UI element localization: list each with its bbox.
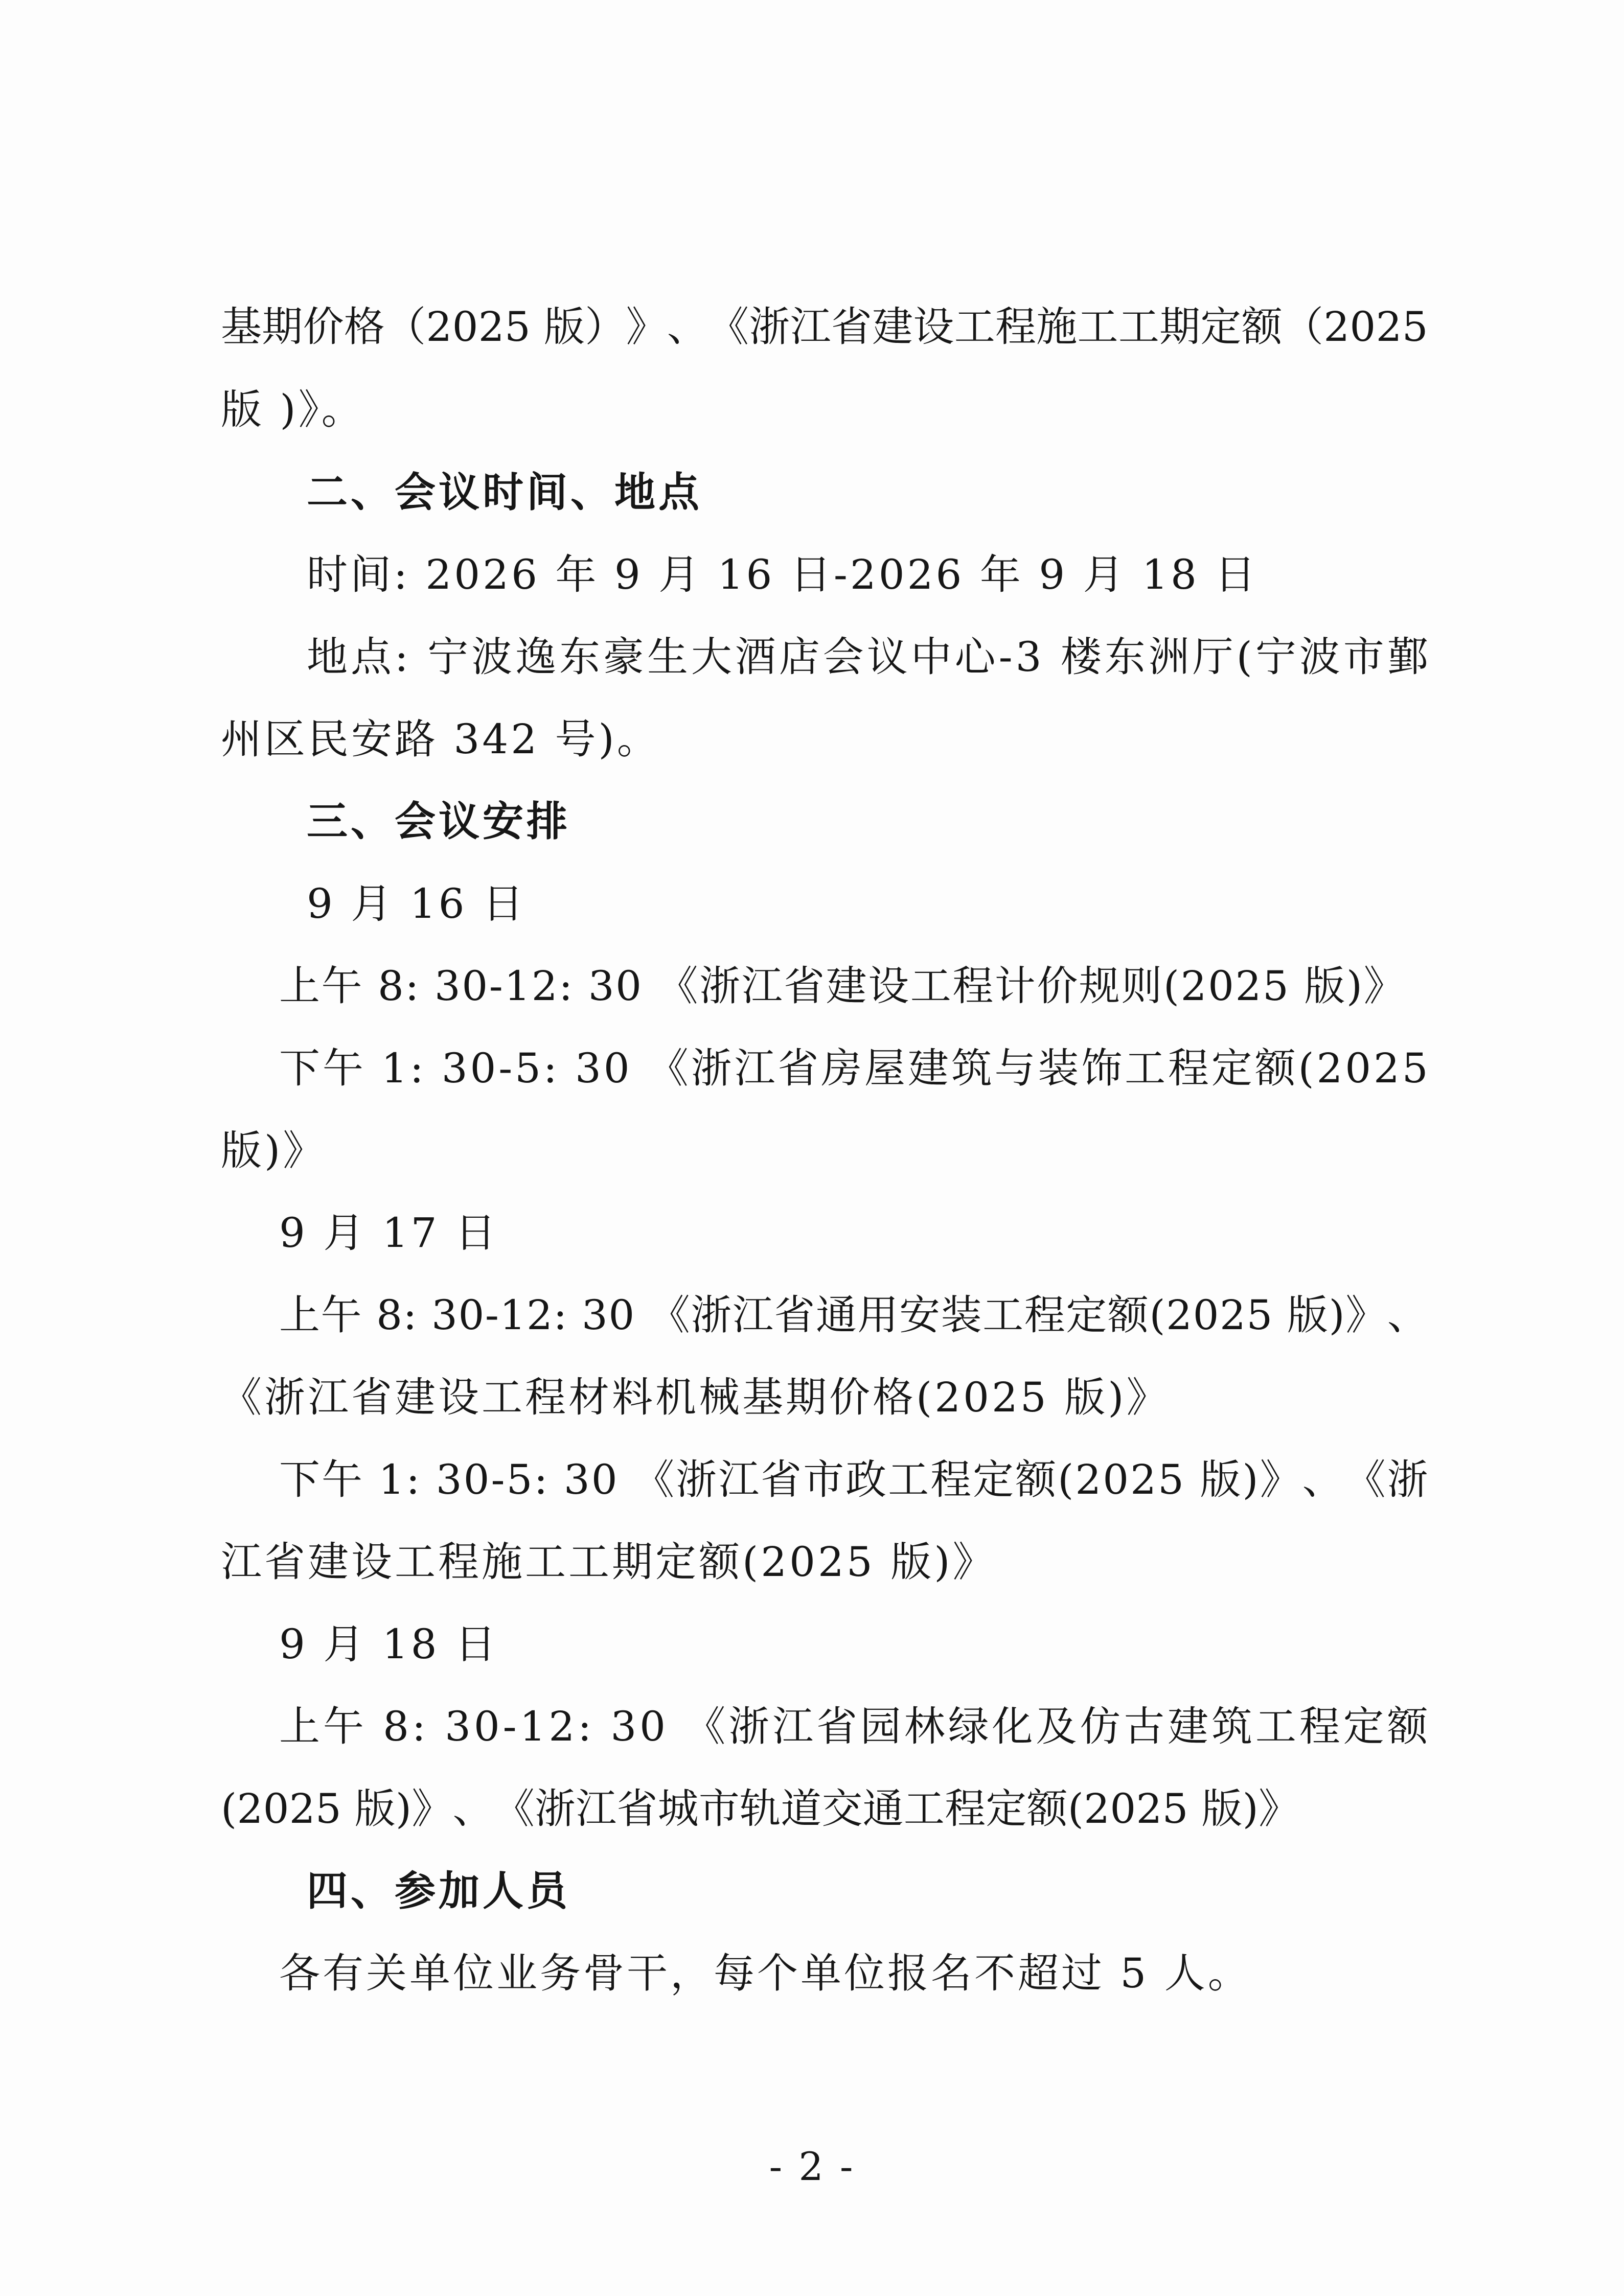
schedule-date-3: 9 月 18 日: [279, 1620, 498, 1668]
schedule-item-3-line-2: 《浙江省建设工程材料机械基期价格(2025 版)》: [221, 1374, 1170, 1421]
section-heading-4: 四、参加人员: [307, 1867, 570, 1915]
schedule-date-1: 9 月 16 日: [307, 880, 526, 927]
meeting-location-line-2: 州区民安路 342 号)。: [221, 715, 660, 763]
schedule-item-4-line-1: 下 午 1 : 3 0 - 5 : 3 0 《 浙 江 省 市 政 工 程 定 额 ( 2 0 2 5 版 ) 》 、 《 浙: [279, 1456, 1428, 1503]
meeting-time: 时间: 2026 年 9 月 16 日-2026 年 9 月 18 日: [307, 551, 1259, 598]
schedule-item-5-line-2: ( 2 0 2 5 版 ) 》 、 《 浙 江 省 城 市 轨 道 交 通 工 程 定 额 ( 2 0 2 5 版 ) 》: [221, 1785, 1299, 1833]
meeting-location-line-1: 地 点 : 宁 波 逸 东 豪 生 大 酒 店 会 议 中 心 - 3 楼 东 洲 厅 ( 宁 波 市 鄞: [307, 633, 1428, 681]
schedule-item-5-line-1: 上 午 8 : 3 0 - 1 2 : 3 0 《 浙 江 省 园 林 绿 化 及 仿 古 建 筑 工 程 定 额: [279, 1703, 1428, 1750]
paragraph-line-2: 版 )》。: [221, 386, 365, 433]
schedule-item-3-line-1: 上 午 8 : 3 0 - 1 2 : 3 0 《 浙 江 省 通 用 安 装 工 程 定 额 ( 2 0 2 5 版 ) 》 、: [279, 1291, 1428, 1339]
section-heading-2: 二、会议时间、地点: [307, 469, 702, 516]
page-number: - 2 -: [769, 2144, 855, 2189]
schedule-item-1: 上 午 8 : 3 0 - 1 2 : 3 0 《 浙 江 省 建 设 工 程 计 价 规 则 ( 2 0 2 5 版 ) 》: [279, 962, 1405, 1010]
schedule-item-4-line-2: 江省建设工程施工工期定额(2025 版)》: [221, 1538, 996, 1586]
schedule-item-2-line-2: 版)》: [221, 1127, 327, 1174]
schedule-item-2-line-1: 下 午 1 : 3 0 - 5 : 3 0 《 浙 江 省 房 屋 建 筑 与 装 饰 工 程 定 额 ( 2 0 2 5: [279, 1045, 1428, 1092]
schedule-date-2: 9 月 17 日: [279, 1209, 498, 1257]
section-heading-3: 三、会议安排: [307, 798, 570, 845]
paragraph-line-1: 基 期 价 格 （ 2 0 2 5 版 ） 》 、 《 浙 江 省 建 设 工 程 施 工 工 期 定 额 （ 2 0 2 5: [221, 303, 1428, 351]
participants-text: 各有关单位业务骨干，每个单位报名不超过 5 人。: [279, 1950, 1251, 1997]
